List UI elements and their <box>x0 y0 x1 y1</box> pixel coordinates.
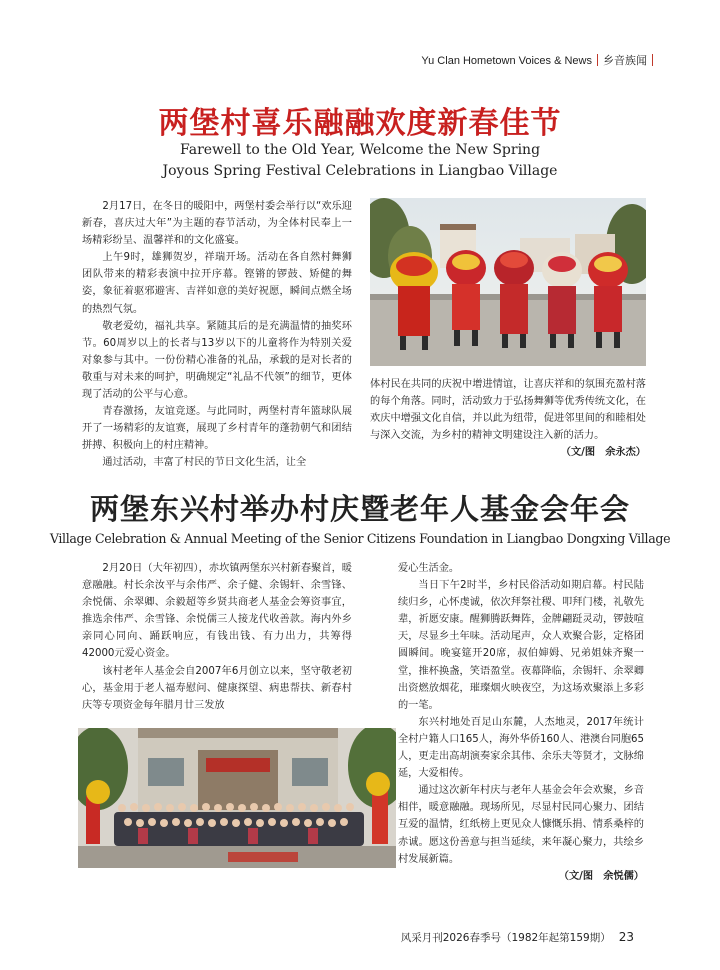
group-photo-illustration <box>78 728 396 868</box>
header-divider <box>597 54 598 66</box>
article1-paragraph: 敬老爱幼，福礼共享。紧随其后的是充满温情的抽奖环节。60周岁以上的长者与13岁以下的儿童将作为特别关爱对象参与其中。一份份精心准备的礼品，承载的是对长者的敬重与对未来的呵护，明确规定“礼品不代领”的细节，更体现了活动的公平与心意。 <box>82 320 352 401</box>
article2-paragraph: 该村老年人基金会自2007年6月创立以来，坚守敬老初心，基金用于老人福寿慰问、健康探望、病患帮扶、新春村庆等专项资金每年腊月廿三发放 <box>82 665 352 711</box>
article2-paragraph: 东兴村地处百足山东麓，人杰地灵，2017年统计全村户籍人口165人，海外华侨160人、港澳台同胞65人，更走出高胡演奏家余其伟、余乐夫等贤才，文脉绵延，大爱相传。 <box>398 716 644 780</box>
article1-right-column <box>370 376 646 461</box>
article2-paragraph: 当日下午2时半，乡村民俗活动如期启幕。村民陆续归乡，心怀虔诚，依次拜祭社稷、叩拜门楼，礼敬先辈，祈愿安康。醒狮腾跃舞阵，金牌翩跹灵动，锣鼓喧天，尽显乡土年味。活动尾声，众人欢聚合影，定格团圆瞬间。晚宴筵开20席，叔伯婶姆、兄弟姐妹齐聚一堂，推杯换盏，笑语盈堂。夜幕降临，余锡轩、余翠卿出资燃放烟花，璀璨烟火映夜空，为这场欢聚添上多彩的一笔。 <box>398 580 644 711</box>
article1-paragraph: 上午9时，雄狮贺岁，祥瑞开场。活动在各自然村舞狮团队带来的精彩表演中拉开序幕。铿锵的锣鼓、矫健的舞姿，象征着驱邪避害、吉祥如意的美好祝愿，瞬间点燃全场的热烈气氛。 <box>82 252 352 315</box>
article1-author: （文/图 余永杰） <box>560 447 646 459</box>
article2-paragraph: 通过这次新年村庆与老年人基金会年会欢聚，乡音相伴，暖意融融。现场所见，尽显村民同心聚力、团结互爱的温情，红纸榜上更见众人慷慨乐捐、情系桑梓的赤诚。愿这份善意与担当延续，来年凝心聚力，共绘乡村发展新篇。 <box>398 785 644 865</box>
group-photo <box>78 728 396 868</box>
running-header <box>421 52 658 68</box>
article2-left-column <box>82 560 352 714</box>
section-name-cn: 乡音族闻 <box>603 55 647 67</box>
issue-info: 风采月刊2026春季号（1982年起第159期） <box>400 932 611 944</box>
article2-title: 两堡东兴村举办村庆暨老年人基金会年会 <box>89 492 630 526</box>
article1-paragraph: 2月17日，在冬日的暖阳中，两堡村委会举行以“欢乐迎新春，喜庆过大年”为主题的春节活动，为全体村民奉上一场精彩纷呈、温馨祥和的文化盛宴。 <box>82 201 352 247</box>
article2-author: （文/图 余悦儒） <box>558 870 644 882</box>
lion-dance-illustration <box>370 198 646 366</box>
article1-paragraph: 通过活动，丰富了村民的节日文化生活，让全 <box>102 457 307 469</box>
page-footer <box>401 930 634 945</box>
lion-dance-photo <box>370 198 646 366</box>
article2-subtitle: Village Celebration & Annual Meeting of the Senior Citizens Foundation in Liangbao Dongxing Village <box>49 531 671 546</box>
article2-right-column <box>398 560 644 885</box>
section-name-en: Yu Clan Hometown Voices & News <box>421 55 592 67</box>
article1-paragraph: 青春激扬，友谊竞逐。与此同时，两堡村青年篮球队展开了一场精彩的友谊赛，展现了乡村青年的蓬勃朝气和团结拼搏、积极向上的村庄精神。 <box>82 406 352 452</box>
article2-paragraph: 2月20日（大年初四），赤坎镇两堡东兴村新春聚首，暖意融融。村长余汝平与余伟严、余子健、余锡轩、余雪锋、余悦儒、余翠卿、余毅超等乡贤共商老人基金会筹资事宜，推选余伟严、余雪锋、余悦儒三人接龙代收善款。海内外乡亲同心同向、踊跃响应，有钱出钱、有力出力，共筹得42000元爱心资金。 <box>82 563 352 660</box>
header-divider-end <box>652 54 653 66</box>
article1-subtitle-line2: Joyous Spring Festival Celebrations in Liangbao Village <box>162 163 558 179</box>
lion-costume-3 <box>494 250 534 348</box>
article1-paragraph-cont: 体村民在共同的庆祝中增进情谊，让喜庆祥和的氛围充盈村落的每个角落。同时，活动致力于弘扬舞狮等优秀传统文化，在欢庆中增强文化自信，并以此为纽带，促进邻里间的和睦相处与深入交流，为乡村的精神文明建设注入新的活力。 <box>370 379 646 442</box>
lion-costume-4 <box>542 252 582 348</box>
article1-subtitle-line1: Farewell to the Old Year, Welcome the New Spring <box>179 142 541 158</box>
article1-left-column <box>82 198 352 472</box>
page-number: 23 <box>618 930 634 944</box>
article2-paragraph-cont: 爱心生活金。 <box>398 563 460 574</box>
article1-title: 两堡村喜乐融融欢度新春佳节 <box>158 106 562 141</box>
article1-subtitle <box>0 140 720 182</box>
